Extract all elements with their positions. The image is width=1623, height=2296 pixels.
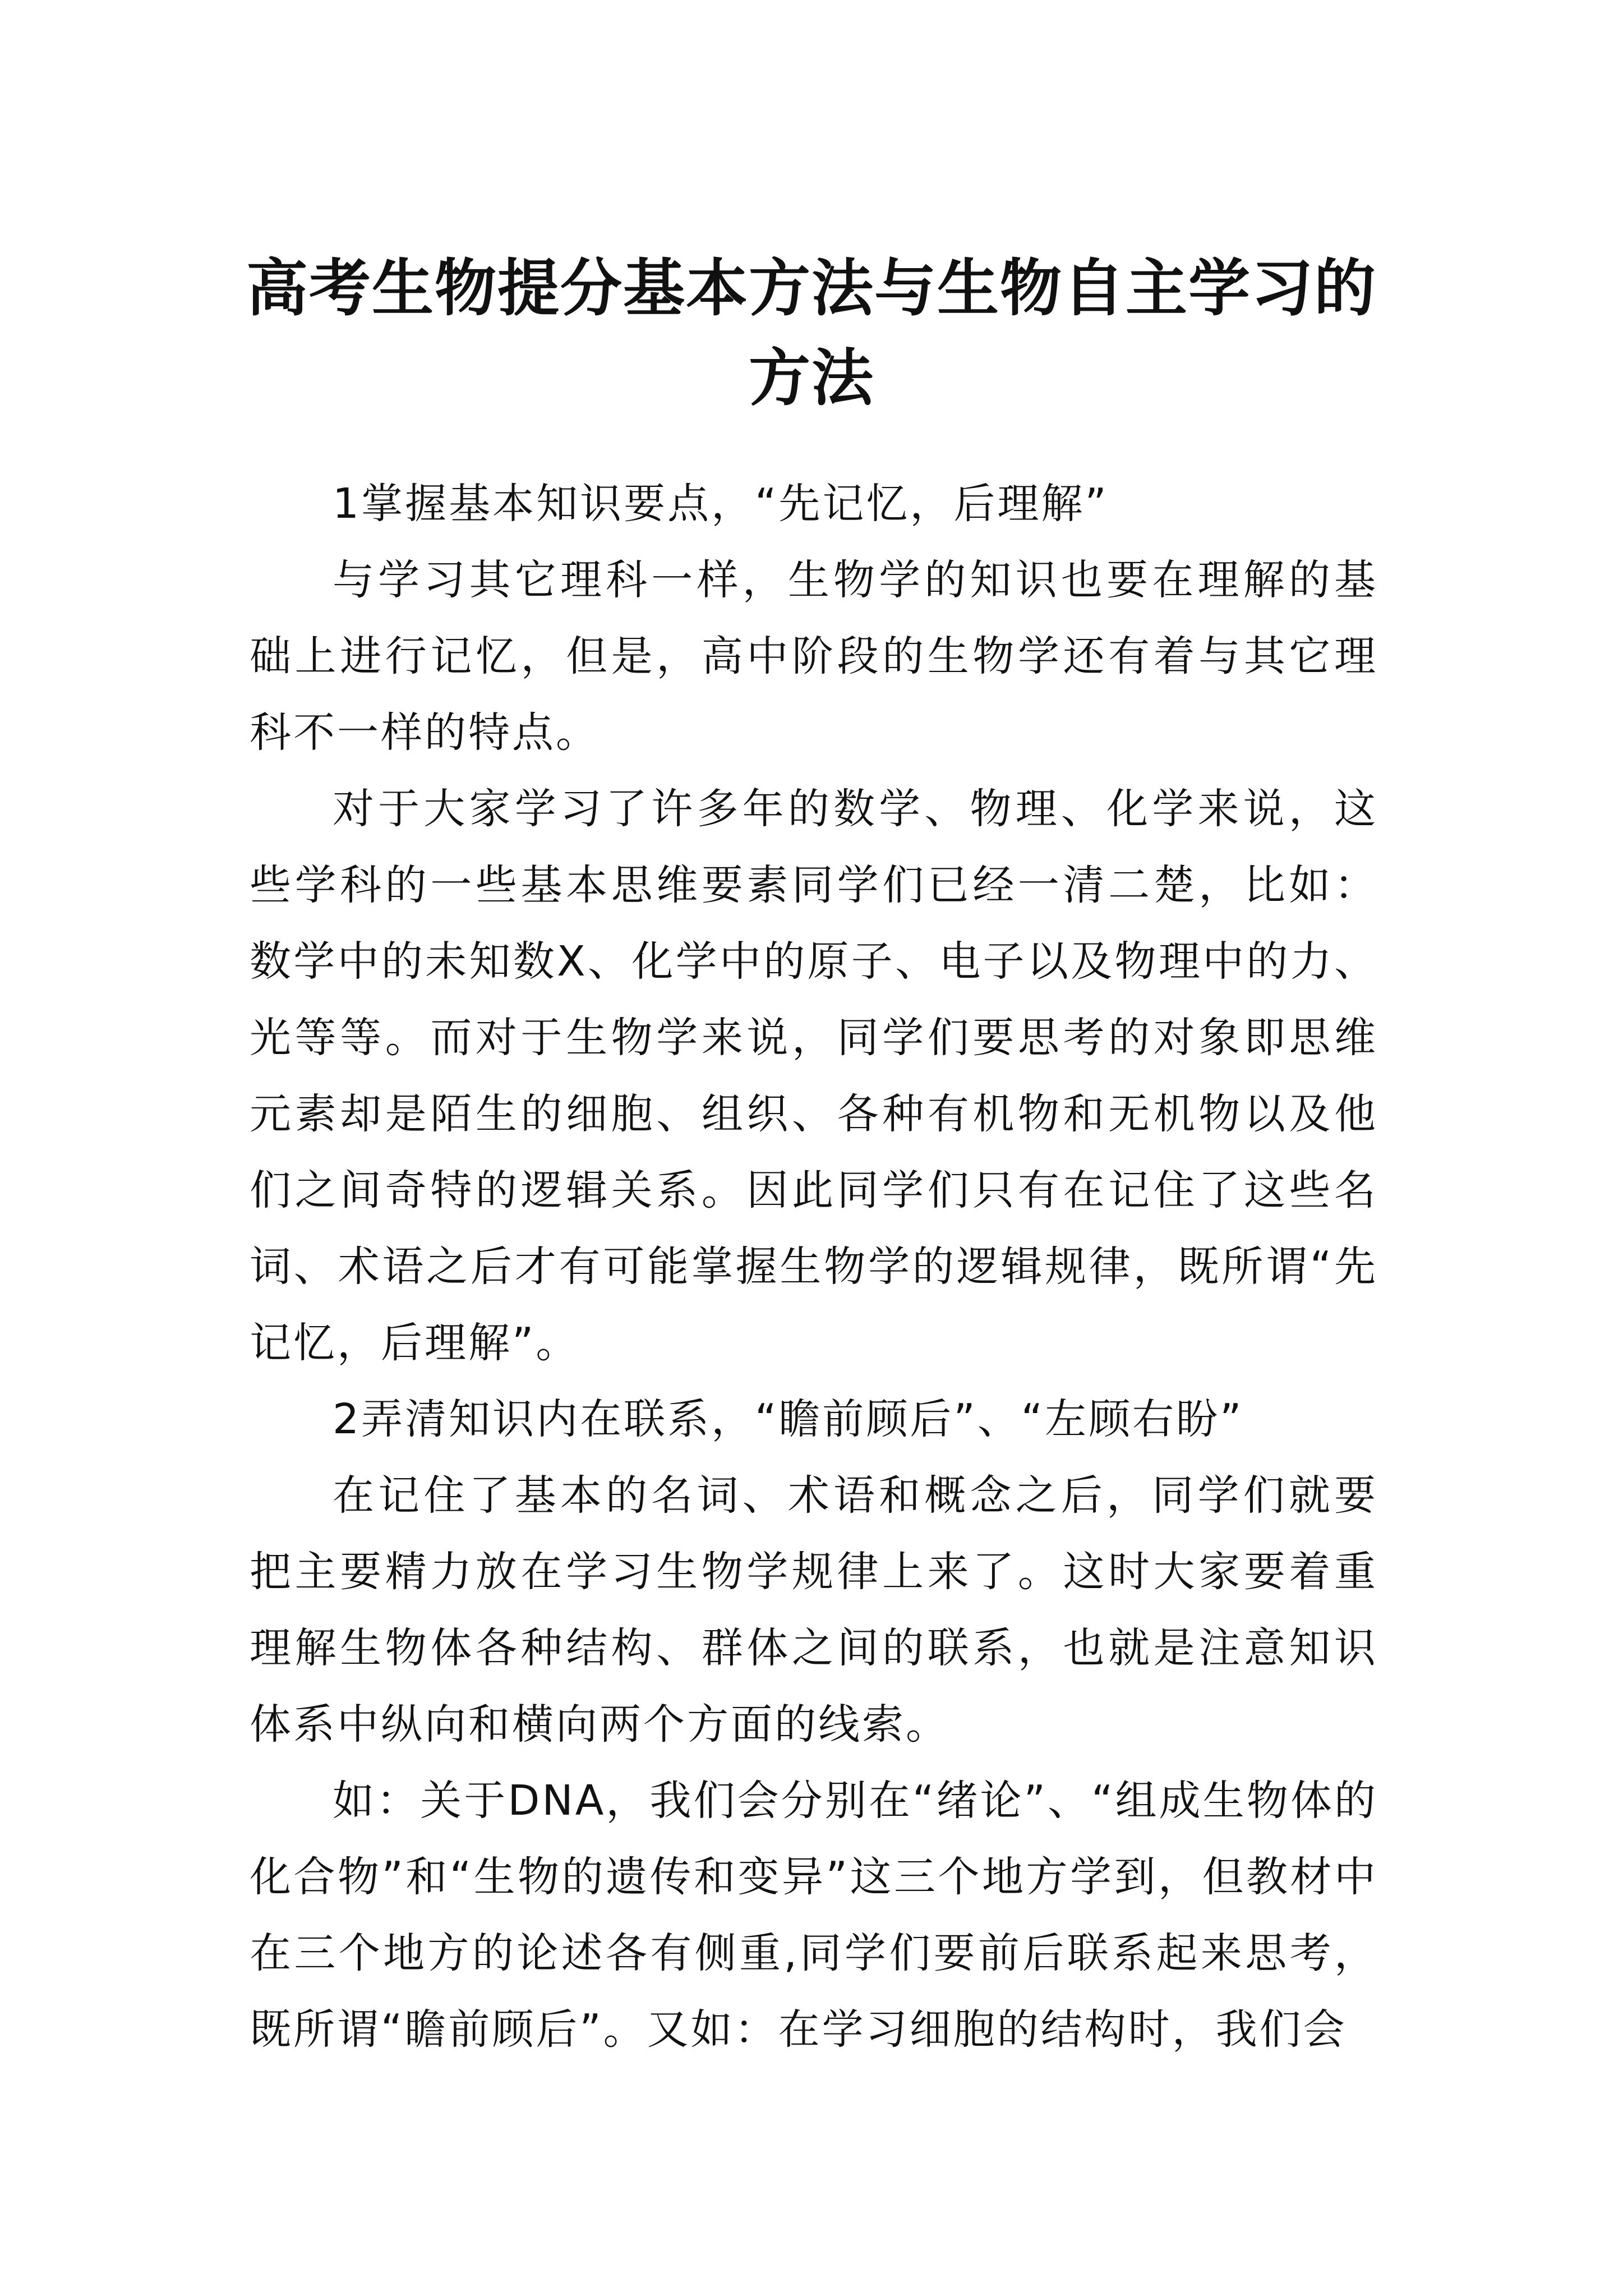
title-line-1: 高考生物提分基本方法与生物自主学习的 [246, 251, 1377, 324]
document-body [250, 466, 1378, 2068]
document-title [213, 243, 1410, 423]
paragraph: 如：关于DNA，我们会分别在“绪论”、“组成生物体的化合物”和“生物的遗传和变异”这三个地方学到，但教材中在三个地方的论述各有侧重,同学们要前后联系起来思考，既所谓“瞻前顾后”。又如：在学习细胞的结构时，我们会 [250, 1777, 1378, 2054]
paragraph: 在记住了基本的名词、术语和概念之后，同学们就要把主要精力放在学习生物学规律上来了。这时大家要着重理解生物体各种结构、群体之间的联系，也就是注意知识体系中纵向和横向两个方面的线索。 [250, 1471, 1378, 1749]
title-line-2: 方法 [749, 341, 874, 414]
paragraph: 与学习其它理科一样，生物学的知识也要在理解的基础上进行记忆，但是，高中阶段的生物学还有着与其它理科不一样的特点。 [250, 556, 1378, 757]
section-heading-1: 1掌握基本知识要点，“先记忆，后理解” [333, 480, 1109, 528]
section-heading-2: 2弄清知识内在联系，“瞻前顾后”、“左顾右盼” [333, 1395, 1244, 1443]
paragraph: 对于大家学习了许多年的数学、物理、化学来说，这些学科的一些基本思维要素同学们已经一清二楚，比如：数学中的未知数X、化学中的原子、电子以及物理中的力、光等等。而对于生物学来说，同学们要思考的对象即思维元素却是陌生的细胞、组织、各种有机物和无机物以及他们之间奇特的逻辑关系。因此同学们只有在记住了这些名词、术语之后才有可能掌握生物学的逻辑规律，既所谓“先记忆，后理解”。 [250, 785, 1378, 1367]
